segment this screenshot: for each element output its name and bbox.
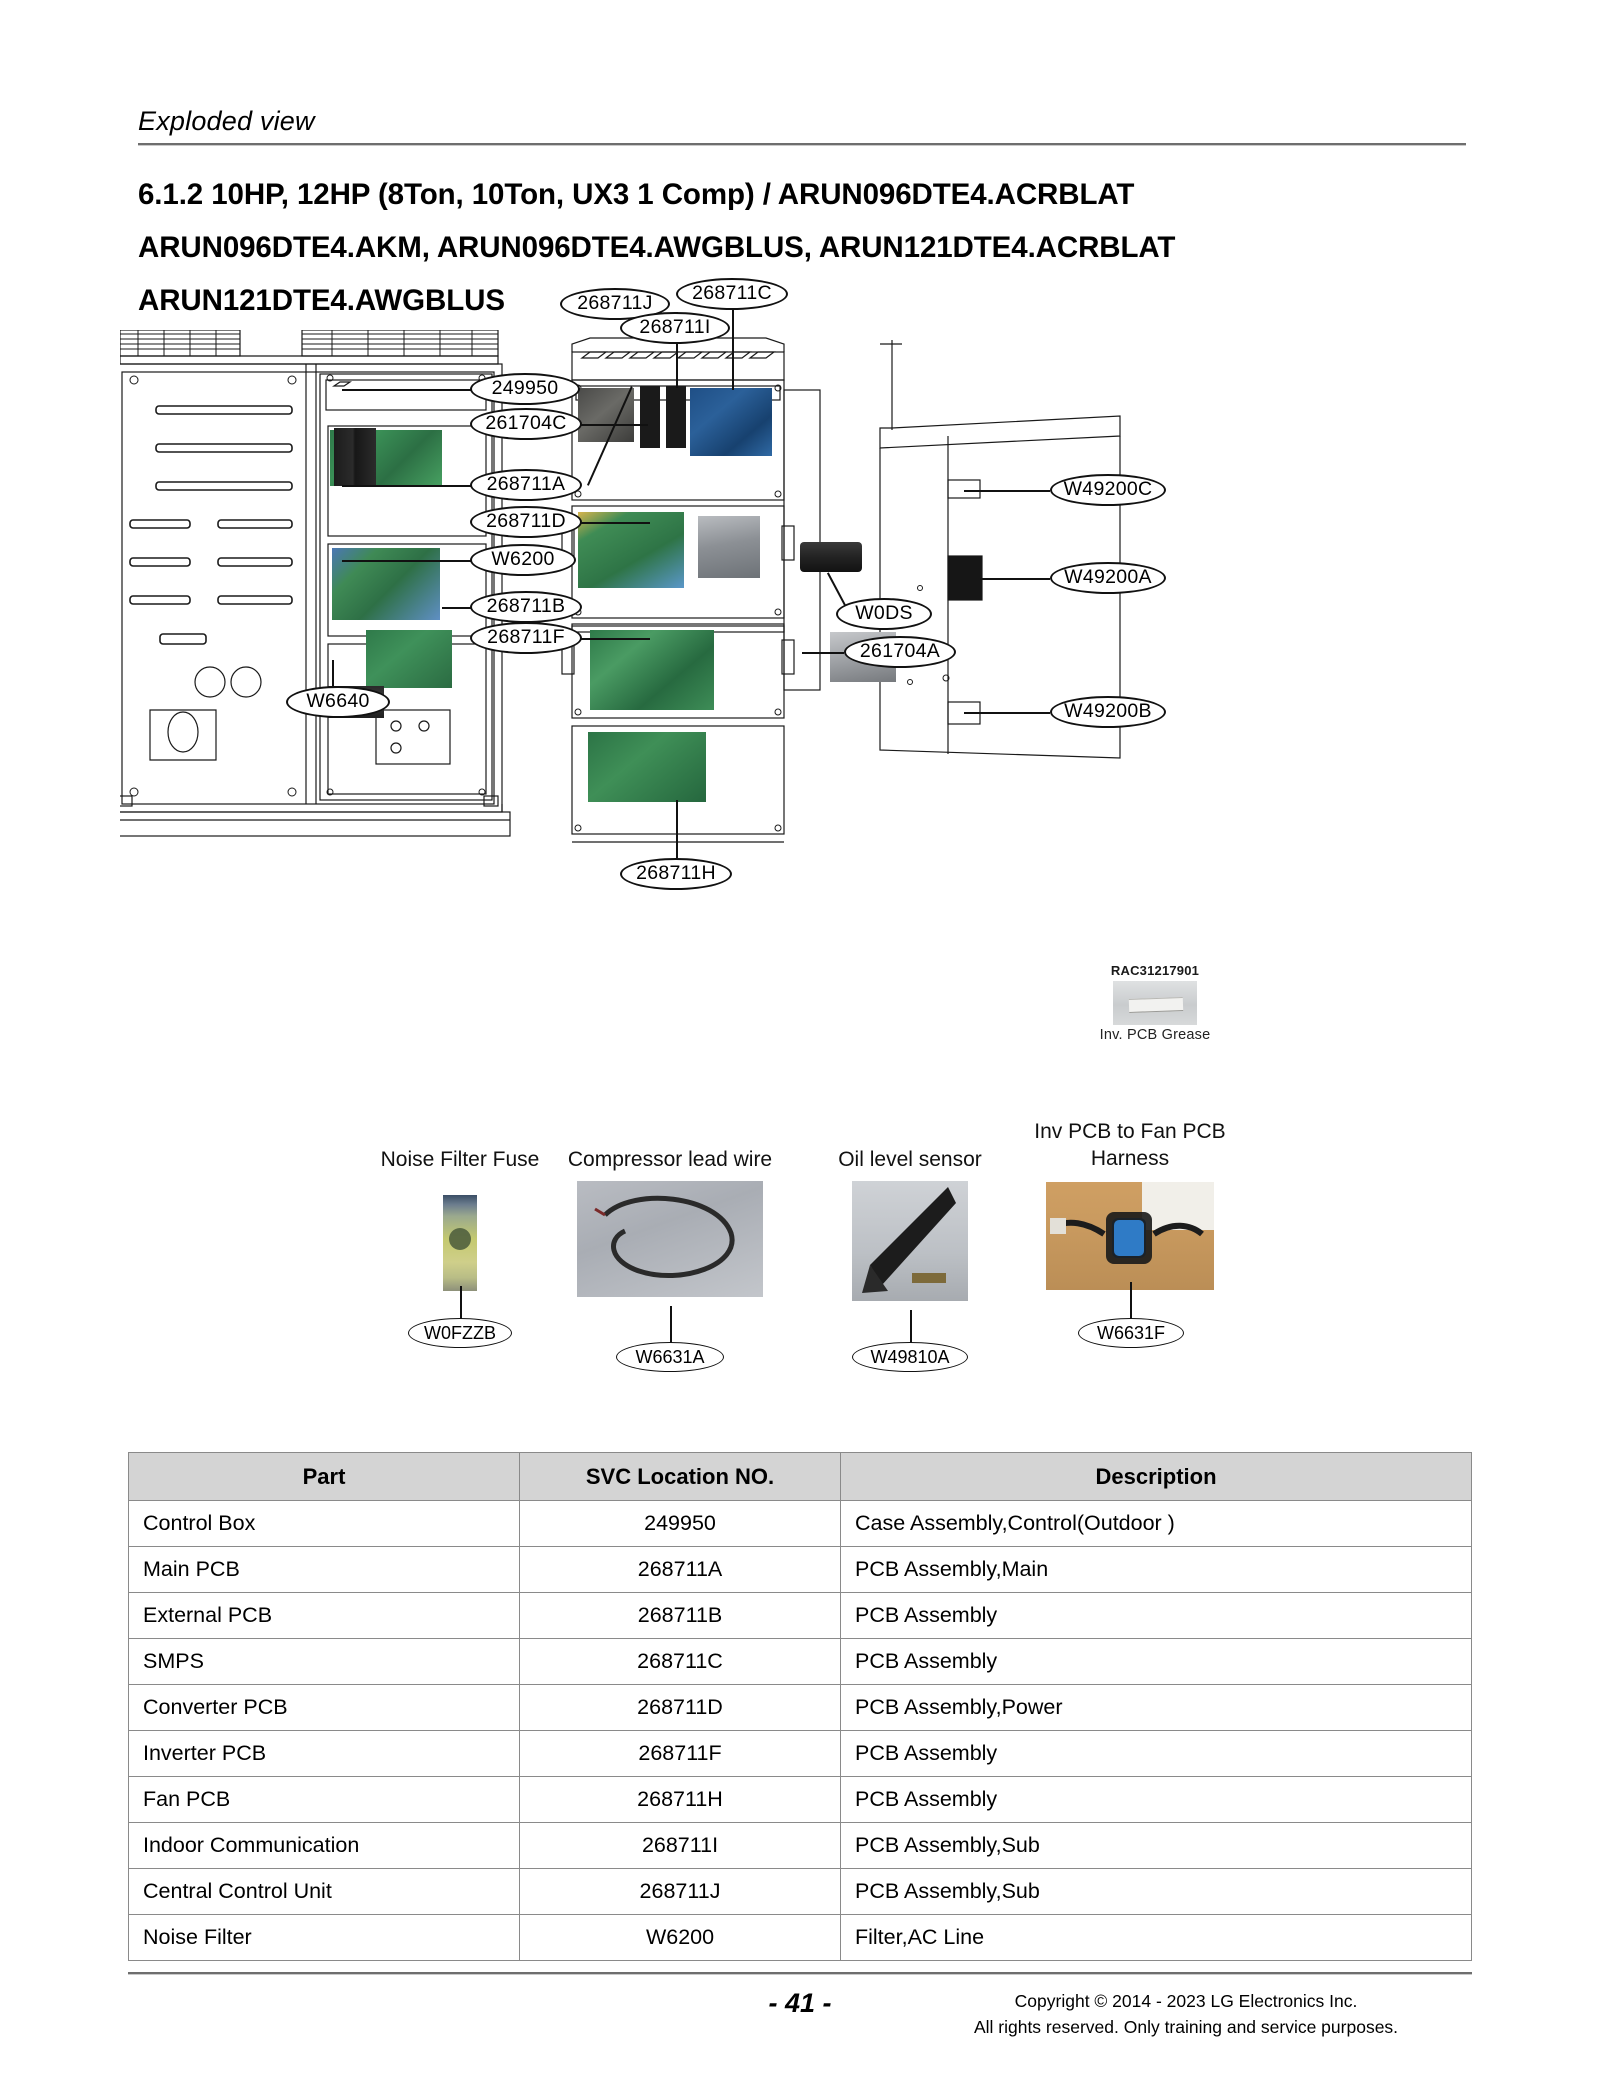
cell-part: Converter PCB <box>129 1685 520 1731</box>
copyright-block <box>900 1988 1472 2040</box>
cell-desc: Filter,AC Line <box>841 1915 1472 1961</box>
callout-W6631F-label: W6631F <box>1096 1322 1166 1343</box>
callout-268711H[interactable] <box>620 858 732 890</box>
callout-268711F-label: 268711F <box>487 626 565 649</box>
copyright-line-2: All rights reserved. Only training and service purposes. <box>973 2017 1399 2037</box>
cell-svc: 268711I <box>520 1823 841 1869</box>
callout-268711J-label: 268711J <box>577 292 653 315</box>
section-title <box>138 168 1478 327</box>
callout-W6631A-label: W6631A <box>635 1346 705 1367</box>
parts-table <box>128 1452 1472 1961</box>
table-row <box>129 1915 1472 1961</box>
callout-W6200[interactable] <box>470 544 576 576</box>
photo-label-oil-level-sensor: Oil level sensor <box>838 1148 982 1171</box>
cell-svc: 268711B <box>520 1593 841 1639</box>
table-row <box>129 1731 1472 1777</box>
grease-part-code: RAC31217901 <box>1110 963 1200 978</box>
cell-part: External PCB <box>129 1593 520 1639</box>
cell-desc: PCB Assembly <box>841 1639 1472 1685</box>
leader-249950 <box>342 389 472 391</box>
copyright-line-1: Copyright © 2014 - 2023 LG Electronics Inc. <box>1014 1991 1358 2011</box>
callout-268711C[interactable] <box>676 278 788 310</box>
pcb-photo-fan <box>588 732 706 802</box>
leader-W49200A <box>980 578 1050 580</box>
diode-module-photo <box>800 542 862 572</box>
callout-268711B-label: 268711B <box>486 595 566 618</box>
pcb-photo-sub-black-2 <box>666 386 686 448</box>
callout-W0FZZB-label: W0FZZB <box>424 1322 496 1343</box>
pcb-photo-blacks-left <box>334 428 376 486</box>
transformer-photo <box>698 516 760 578</box>
footer-divider <box>128 1972 1472 1975</box>
photo-oil-level-sensor <box>852 1181 968 1301</box>
leader-W6200 <box>342 560 472 562</box>
callout-W0FZZB[interactable] <box>408 1318 512 1348</box>
callout-W49200A[interactable] <box>1050 562 1166 594</box>
pcb-photo-external-left <box>366 630 452 688</box>
cell-svc: 249950 <box>520 1501 841 1547</box>
pcb-photo-sub-black-1 <box>640 386 660 448</box>
table-row <box>129 1547 1472 1593</box>
cell-part: Indoor Communication <box>129 1823 520 1869</box>
photo-label-compressor-lead-wire: Compressor lead wire <box>567 1148 773 1171</box>
callout-W49200C-label: W49200C <box>1063 478 1153 501</box>
section-title-line-1: 6.1.2 10HP, 12HP (8Ton, 10Ton, UX3 1 Comp) / ARUN096DTE4.ACRBLAT <box>138 178 1135 211</box>
callout-268711A[interactable] <box>470 469 582 501</box>
cell-part: Noise Filter <box>129 1915 520 1961</box>
cell-svc: 268711F <box>520 1731 841 1777</box>
callout-268711I-label: 268711I <box>639 316 711 339</box>
cell-part: Central Control Unit <box>129 1869 520 1915</box>
photo-item-compressor-lead-wire <box>520 1146 820 1367</box>
callout-268711F[interactable] <box>470 622 582 654</box>
col-header-description: Description <box>841 1453 1472 1501</box>
side-panel-block <box>948 556 982 600</box>
leader-268711A <box>342 485 472 487</box>
cell-svc: 268711H <box>520 1777 841 1823</box>
callout-W49200C[interactable] <box>1050 474 1166 506</box>
cell-part: Main PCB <box>129 1547 520 1593</box>
table-row <box>129 1777 1472 1823</box>
component-photo-strip <box>120 1120 1480 1428</box>
callout-W6640-label: W6640 <box>306 690 370 713</box>
leader-268711B <box>442 607 472 609</box>
cell-desc: Case Assembly,Control(Outdoor ) <box>841 1501 1472 1547</box>
leader-W49200B <box>964 712 1050 714</box>
callout-W49200A-label: W49200A <box>1064 566 1152 589</box>
callout-268711I[interactable] <box>620 312 730 344</box>
oil-sensor-shape <box>852 1181 968 1301</box>
callout-W6631F[interactable] <box>1078 1318 1184 1348</box>
table-row <box>129 1685 1472 1731</box>
leader-W0FZZB <box>460 1286 462 1320</box>
col-header-svc-location: SVC Location NO. <box>520 1453 841 1501</box>
photo-label-inv-to-fan-harness-line2: Harness <box>1090 1147 1170 1170</box>
leader-W49200C <box>964 490 1050 492</box>
cell-svc: 268711D <box>520 1685 841 1731</box>
callout-249950-label: 249950 <box>491 377 559 400</box>
leader-W6631F <box>1130 1282 1132 1320</box>
callout-268711B[interactable] <box>470 591 582 623</box>
leader-W6631A <box>670 1306 672 1344</box>
leader-W6640 <box>332 660 334 688</box>
pcb-photo-converter-left <box>332 548 440 620</box>
callout-W6200-label: W6200 <box>491 548 555 571</box>
callout-W49200B-label: W49200B <box>1064 700 1152 723</box>
cell-part: Fan PCB <box>129 1777 520 1823</box>
callout-W49810A[interactable] <box>852 1342 968 1372</box>
cell-svc: 268711C <box>520 1639 841 1685</box>
section-title-line-3: ARUN121DTE4.AWGBLUS <box>138 284 505 317</box>
callout-268711H-label: 268711H <box>636 862 716 885</box>
running-header <box>138 106 1466 146</box>
cell-desc: PCB Assembly,Sub <box>841 1823 1472 1869</box>
callout-268711D[interactable] <box>470 506 582 538</box>
cell-desc: PCB Assembly <box>841 1593 1472 1639</box>
callout-W0DS-label: W0DS <box>855 602 913 625</box>
running-header-label: Exploded view <box>138 106 315 136</box>
table-row <box>129 1823 1472 1869</box>
table-header-row <box>129 1453 1472 1501</box>
pcb-photo-inverter <box>590 630 714 710</box>
lead-wire-shape <box>577 1181 763 1297</box>
callout-261704A[interactable] <box>844 636 956 668</box>
callout-W6631A[interactable] <box>616 1342 724 1372</box>
table-row <box>129 1593 1472 1639</box>
grease-caption: Inv. PCB Grease <box>1099 1027 1211 1043</box>
leader-W49810A <box>910 1310 912 1344</box>
callout-268711C-label: 268711C <box>692 282 772 305</box>
callout-268711D-label: 268711D <box>486 510 566 533</box>
leader-268711C <box>732 298 734 390</box>
cell-part: SMPS <box>129 1639 520 1685</box>
inv-pcb-grease-block <box>1070 963 1240 1043</box>
callout-249950[interactable] <box>470 373 580 405</box>
pcb-photo-smps <box>690 388 772 456</box>
cell-svc: 268711A <box>520 1547 841 1593</box>
cell-desc: PCB Assembly <box>841 1731 1472 1777</box>
cell-desc: PCB Assembly,Power <box>841 1685 1472 1731</box>
cell-desc: PCB Assembly <box>841 1777 1472 1823</box>
page-number: - 41 - <box>768 1988 832 2018</box>
leader-261704A <box>802 652 844 654</box>
photo-label-inv-to-fan-harness-line1: Inv PCB to Fan PCB <box>1034 1120 1226 1143</box>
photo-label-noise-filter-fuse: Noise Filter Fuse <box>380 1148 540 1171</box>
harness-shape <box>1046 1182 1214 1290</box>
cell-part: Control Box <box>129 1501 520 1547</box>
cell-svc: W6200 <box>520 1915 841 1961</box>
cell-svc: 268711J <box>520 1869 841 1915</box>
callout-261704A-label: 261704A <box>859 640 941 663</box>
table-row <box>129 1639 1472 1685</box>
leader-268711H <box>676 800 678 858</box>
table-row <box>129 1869 1472 1915</box>
photo-noise-filter-fuse <box>443 1195 477 1291</box>
callout-268711A-label: 268711A <box>486 473 566 496</box>
callout-261704C[interactable] <box>470 408 582 440</box>
grease-tube-photo <box>1113 981 1197 1025</box>
callout-261704C-label: 261704C <box>485 412 567 435</box>
photo-compressor-lead-wire <box>577 1181 763 1297</box>
callout-W0DS[interactable] <box>836 598 932 630</box>
callout-W6640[interactable] <box>286 686 390 718</box>
cell-desc: PCB Assembly,Sub <box>841 1869 1472 1915</box>
col-header-part: Part <box>129 1453 520 1501</box>
header-divider <box>138 143 1466 146</box>
photo-item-inv-to-fan-harness <box>980 1118 1280 1343</box>
photo-inv-to-fan-harness <box>1046 1182 1214 1290</box>
section-title-line-2: ARUN096DTE4.AKM, ARUN096DTE4.AWGBLUS, ARUN121DTE4.ACRBLAT <box>138 231 1176 264</box>
callout-W49200B[interactable] <box>1050 696 1166 728</box>
cell-desc: PCB Assembly,Main <box>841 1547 1472 1593</box>
cell-part: Inverter PCB <box>129 1731 520 1777</box>
table-row <box>129 1501 1472 1547</box>
callout-W49810A-label: W49810A <box>870 1346 950 1367</box>
